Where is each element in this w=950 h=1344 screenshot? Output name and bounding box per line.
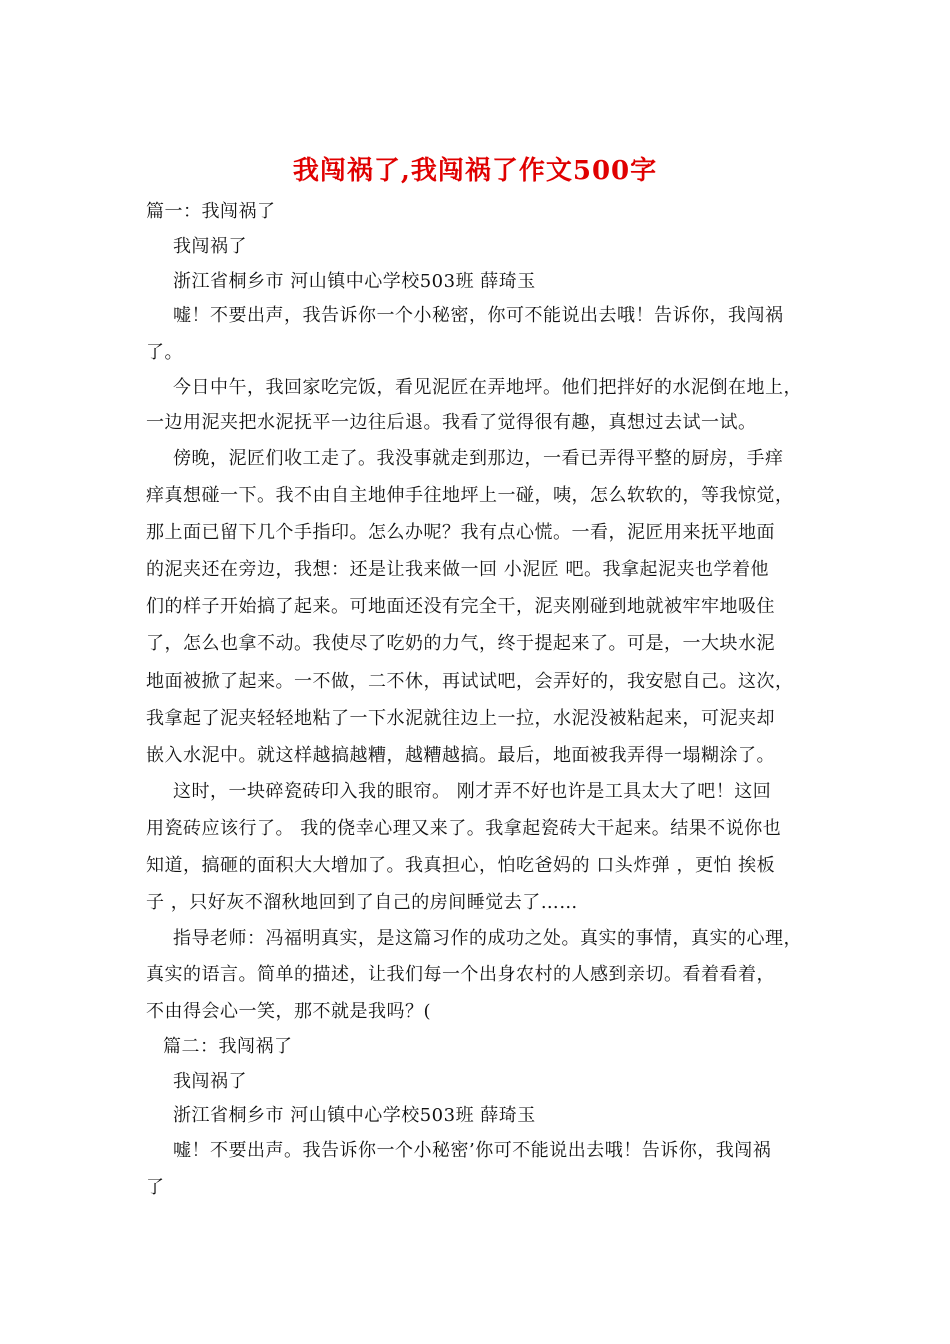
paragraph-line: 了 — [146, 1177, 165, 1198]
paragraph-line: 嵌入水泥中。就这样越搞越糟，越糟越搞。最后，地面被我弄得一塌糊涂了。 — [146, 745, 775, 766]
paragraph-line: 的泥夹还在旁边，我想：还是让我来做一回 小泥匠 吧。我拿起泥夹也学着他 — [146, 559, 769, 580]
paragraph-line: 们的样子开始搞了起来。可地面还没有完全干，泥夹刚碰到地就被牢牢地吸住 — [146, 596, 775, 617]
paragraph-line: 子 ，只好灰不溜秋地回到了自己的房间睡觉去了…… — [146, 892, 578, 913]
part1-heading: 篇一：我闯祸了 — [146, 201, 276, 222]
paragraph-line: 我拿起了泥夹轻轻地粘了一下水泥就往边上一拉，水泥没被粘起来，可泥夹却 — [146, 708, 775, 729]
paragraph-line: 今日中午，我回家吃完饭，看见泥匠在弄地坪。他们把拌好的水泥倒在地上， — [173, 377, 802, 398]
paragraph-line: 嘘！不要出声，我告诉你一个小秘密，你可不能说出去哦！告诉你，我闯祸 — [173, 305, 784, 326]
paragraph-line: 这时，一块碎瓷砖印入我的眼帘。 刚才弄不好也许是工具太大了吧！这回 — [173, 781, 772, 802]
paragraph-line: 了，怎么也拿不动。我使尽了吃奶的力气，终于提起来了。可是，一大块水泥 — [146, 633, 775, 654]
part1-author: 浙江省桐乡市 河山镇中心学校503班 薛琦玉 — [173, 271, 536, 292]
paragraph-line: 不由得会心一笑，那不就是我吗？( — [146, 1001, 432, 1022]
part2-subtitle: 我闯祸了 — [173, 1071, 247, 1092]
paragraph-line: 知道，搞砸的面积大大增加了。我真担心，怕吃爸妈的 口头炸弹 ，更怕 挨板 — [146, 855, 776, 876]
paragraph-line: 痒真想碰一下。我不由自主地伸手往地坪上一碰，咦，怎么软软的，等我惊觉， — [146, 485, 794, 506]
paragraph-line: 嘘！不要出声。我告诉你一个小秘密’你可不能说出去哦！告诉你，我闯祸 — [173, 1140, 772, 1161]
part2-author: 浙江省桐乡市 河山镇中心学校503班 薛琦玉 — [173, 1105, 536, 1126]
part2-heading: 篇二：我闯祸了 — [163, 1036, 293, 1057]
paragraph-line: 傍晚，泥匠们收工走了。我没事就走到那边，一看已弄得平整的厨房，手痒 — [173, 448, 784, 469]
paragraph-line: 一边用泥夹把水泥抚平一边往后退。我看了觉得很有趣，真想过去试一试。 — [146, 412, 757, 433]
paragraph-line: 了。 — [146, 342, 183, 363]
paragraph-line: 真实的语言。简单的描述，让我们每一个出身农村的人感到亲切。看着看着， — [146, 964, 775, 985]
document-title: 我闯祸了,我闯祸了作文500字 — [292, 156, 658, 186]
paragraph-line: 指导老师：冯福明真实，是这篇习作的成功之处。真实的事情，真实的心理， — [173, 928, 802, 949]
paragraph-line: 用瓷砖应该行了。 我的侥幸心理又来了。我拿起瓷砖大干起来。结果不说你也 — [146, 818, 782, 839]
paragraph-line: 那上面已留下几个手指印。怎么办呢？我有点心慌。一看，泥匠用来抚平地面 — [146, 522, 775, 543]
part1-subtitle: 我闯祸了 — [173, 236, 247, 257]
paragraph-line: 地面被掀了起来。一不做，二不休，再试试吧，会弄好的，我安慰自己。这次， — [146, 671, 794, 692]
